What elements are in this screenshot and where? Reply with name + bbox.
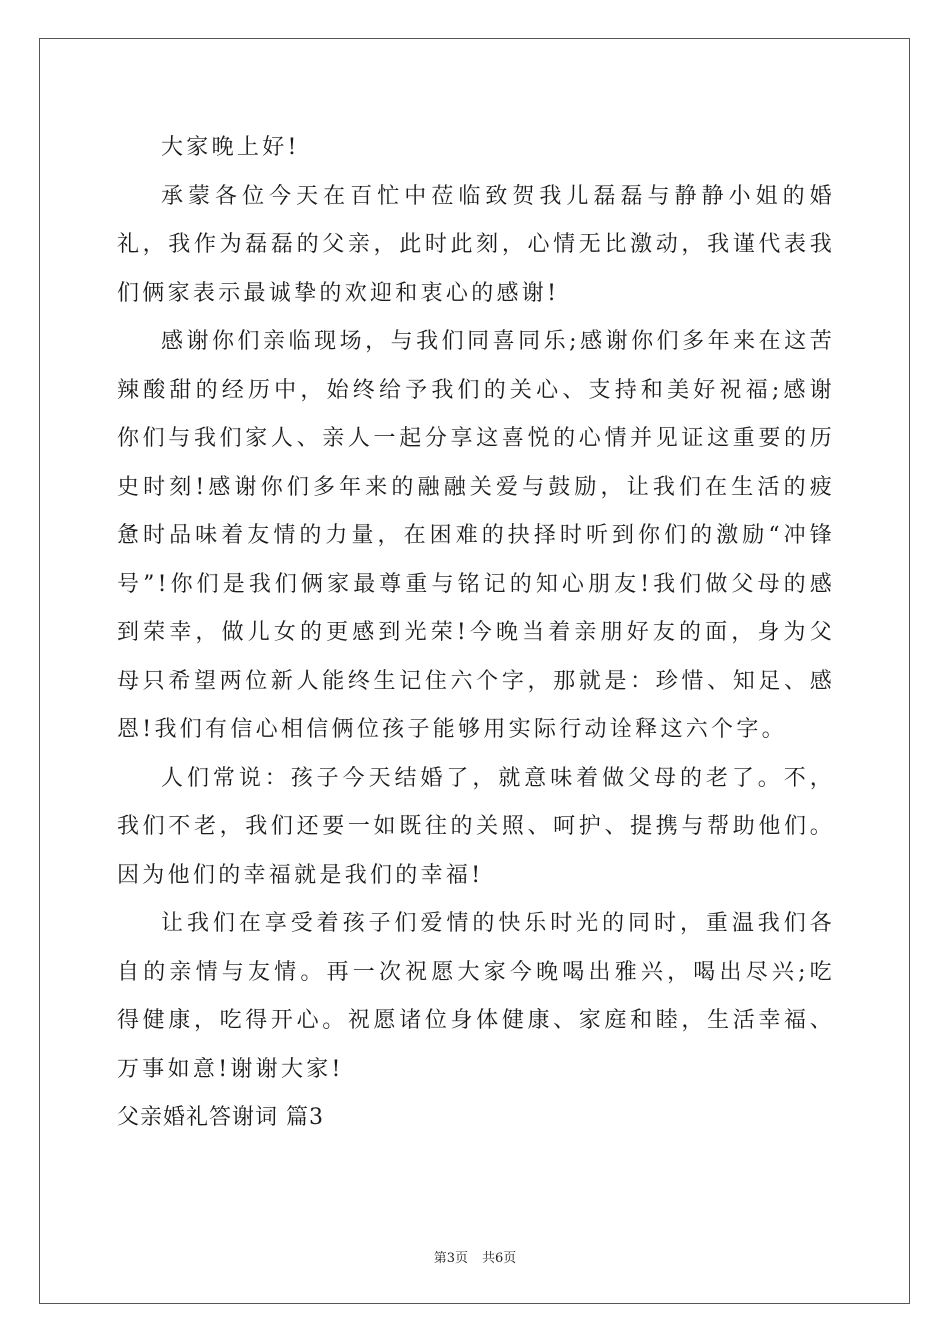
greeting-paragraph: 大家晚上好!: [161, 135, 300, 160]
page-total: 共6页: [482, 1251, 517, 1266]
paragraph-toast: 让我们在享受着孩子们爱情的快乐时光的同时，重温我们各自的亲情与友情。再一次祝愿大家今晚喝出雅兴，喝出尽兴;吃得健康，吃得开心。祝愿诸位身体健康、家庭和睦，生活幸福、万事如意!谢谢大家!: [117, 911, 835, 1082]
section-title: 父亲婚礼答谢词 篇3: [117, 1105, 324, 1130]
document-body: [117, 124, 835, 1143]
page-number: 第3页: [433, 1251, 468, 1266]
page-footer: [0, 1247, 950, 1266]
paragraph-welcome: 承蒙各位今天在百忙中莅临致贺我儿磊磊与静静小姐的婚礼，我作为磊磊的父亲，此时此刻，心情无比激动，我谨代表我们俩家表示最诚挚的欢迎和衷心的感谢!: [117, 183, 835, 306]
paragraph-not-old: 人们常说：孩子今天结婚了，就意味着做父母的老了。不，我们不老，我们还要一如既往的关照、呵护、提携与帮助他们。因为他们的幸福就是我们的幸福!: [117, 765, 835, 888]
paragraph-thanks: 感谢你们亲临现场，与我们同喜同乐;感谢你们多年来在这苦辣酸甜的经历中，始终给予我们的关心、支持和美好祝福;感谢你们与我们家人、亲人一起分享这喜悦的心情并见证这重要的历史时刻!感谢你们多年来的融融关爱与鼓励，让我们在生活的疲惫时品味着友情的力量，在困难的抉择时听到你们的激励“冲锋号”!你们是我们俩家最尊重与铭记的知心朋友!我们做父母的感到荣幸，做儿女的更感到光荣!今晚当着亲朋好友的面，身为父母只希望两位新人能终生记住六个字，那就是：珍惜、知足、感恩!我们有信心相信俩位孩子能够用实际行动诠释这六个字。: [117, 329, 835, 742]
